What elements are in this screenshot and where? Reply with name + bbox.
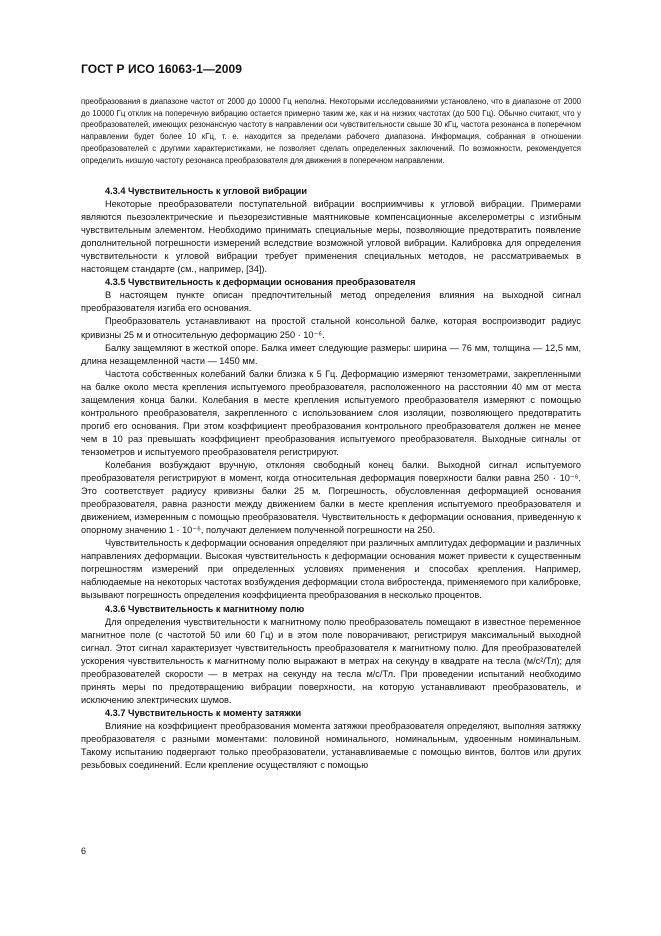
intro-paragraph: преобразования в диапазоне частот от 2000 до 10000 Гц неполна. Некоторыми исследованиями установлено, что в диапазоне от 2000 до 10000 Гц отклик на поперечную вибрацию остается примерно таким же, как и на низких частотах (до 500 Гц). Обычно считают, что у преобразователей, имеющих резонансную частоту в направлении оси чувствительности свыше 30 кГц, частота резонанса в поперечном направлении будет более 10 кГц, т. е. находится за пределами рабочего диапазона. Информация, собранная в отношении преобразователей с другими характеристиками, не позволяет сделать определенных заключений. По возможности, рекомендуется определить низшую частоту резонанса преобразователя для движения в поперечном направлении. bbox=[81, 97, 581, 165]
page-number: 6 bbox=[81, 846, 87, 856]
paragraph: Чувствительность к деформации основания определяют при различных амплитудах деформации и различных направлениях деформации. Высокая чувствительность к деформации основания может привести к существенным погрешностям измерений при определенных условиях применения и способах крепления. Например, наблюдаемые на некоторых частотах возбуждения деформации стола вибростенда, применяемого при калибровке, вызывают погрешность определения коэффициента преобразования в несколько процентов. bbox=[81, 538, 581, 601]
paragraph: Балку защемляют в жесткой опоре. Балка имеет следующие размеры: ширина — 76 мм, толщина — 12,5 мм, длина незащемленной части — 1450 мм. bbox=[81, 342, 581, 366]
paragraph: Влияние на коэффициент преобразования момента затяжки преобразователя определяют, выполняя затяжку преобразователя с разными моментами: половиной номинального, номинальным, удвоенным номинальным. Такому испытанию подвергают только преобразователи, устанавливаемые с помощью винтов, болтов или других резьбовых соединений. Если крепление осуществляют с помощью bbox=[81, 720, 581, 771]
section-heading-4-3-4: 4.3.4 Чувствительность к угловой вибрации bbox=[105, 186, 307, 196]
paragraph: Некоторые преобразователи поступательной вибрации восприимчивы к угловой вибрации. Примерами являются пьезоэлектрические и пьезорезистивные маятниковые компенсационные акселерометры с изгибным чувствительным элементом. Необходимо принимать специальные меры, позволяющие предотвратить появление дополнительной погрешности измерений вследствие возможной угловой вибрации. Калибровка для определения чувствительности к угловой вибрации требует применения специальных методов, не рассматриваемых в настоящем стандарте (см., например, [34]). bbox=[81, 199, 581, 275]
paragraph: Колебания возбуждают вручную, отклоняя свободный конец балки. Выходной сигнал испытуемого преобразователя регистрируют в момент, когда относительная деформация поверхности балки равна 250 · 10⁻⁶. Это соответствует радиусу кривизны балки 25 м. Погрешность, обусловленная деформацией основания преобразователя, равна разности между движением балки в месте крепления испытуемого преобразователя и движением, измеренным с помощью преобразователя. Чувствительность к деформации основания, приведенную к опорному значению 1 · 10⁻⁶, получают делением полученной погрешности на 250. bbox=[81, 459, 581, 536]
paragraph: Для определения чувствительности к магнитному полю преобразователь помещают в известное переменное магнитное поле (с частотой 50 или 60 Гц) и в этом поле поворачивают, регистрируя максимальный выходной сигнал. Этот сигнал характеризует чувствительность преобразователя к магнитному полю. Для преобразователей ускорения чувствительность к магнитному полю выражают в метрах на секунду в квадрате на тесла (м/с²/Тл); для преобразователей скорости — в метрах на секунду на тесла м/с/Тл. При проведении испытаний необходимо принять меры по предотвращению вибрации поверхности, на которую устанавливают преобразователь, и исключению электрических шумов. bbox=[81, 616, 581, 705]
paragraph: Частота собственных колебаний балки близка к 5 Гц. Деформацию измеряют тензометрами, закрепленными на балке около места крепления испытуемого преобразователя, расположенного на расстоянии 40 мм от места защемления конца балки. Колебания в месте крепления испытуемого преобразователя измеряют с помощью контрольного преобразователя, закрепленного с использованием слоя изоляции, позволяющего предотвратить прогиб его основания. При этом коэффициент преобразования контрольного преобразователя должен не менее чем в 10 раз превышать коэффициент преобразования испытуемого преобразователя. Выходные сигналы от тензометров и испытуемого преобразователя регистрируют. bbox=[81, 368, 581, 457]
section-heading-4-3-6: 4.3.6 Чувствительность к магнитному полю bbox=[105, 603, 305, 614]
paragraph: В настоящем пункте описан предпочтительный метод определения влияния на выходной сигнал преобразователя изгиба его основания. bbox=[81, 290, 581, 314]
document-header: ГОСТ Р ИСО 16063-1—2009 bbox=[81, 62, 243, 76]
paragraph: Преобразователь устанавливают на простой стальной консольной балке, которая воспроизводит радиус кривизны 25 м и относительную деформацию 250 · 10⁻⁶. bbox=[81, 316, 581, 340]
main-text bbox=[81, 185, 581, 772]
section-heading-4-3-5: 4.3.5 Чувствительность к деформации основания преобразователя bbox=[105, 277, 416, 288]
intro-paragraph-block bbox=[81, 96, 581, 166]
section-heading-4-3-7: 4.3.7 Чувствительность к моменту затяжки bbox=[105, 707, 302, 718]
